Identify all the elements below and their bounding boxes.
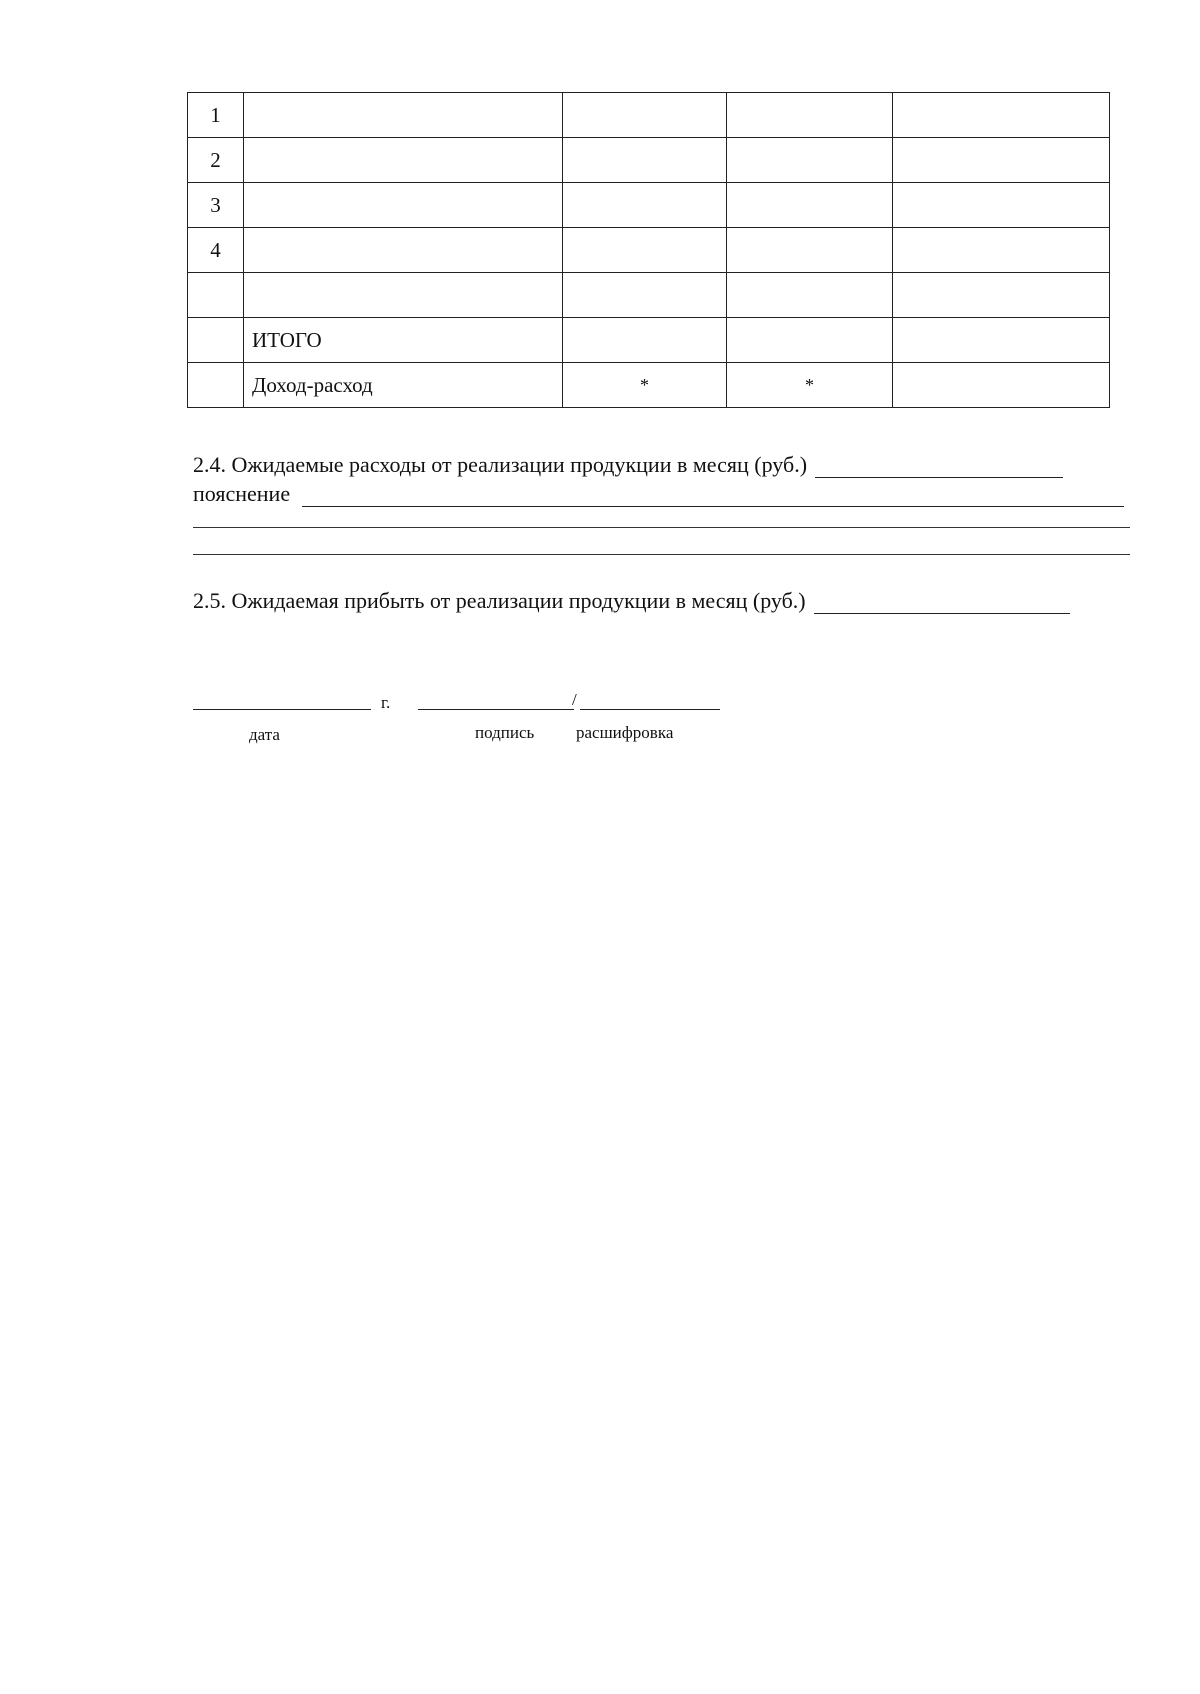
- table-body: [188, 93, 1110, 408]
- table-row: [188, 93, 1110, 138]
- total-value-cell-a[interactable]: [563, 318, 727, 363]
- row-name-cell[interactable]: [244, 228, 563, 273]
- row-value-cell-c[interactable]: [893, 228, 1110, 273]
- section-2-5-line: [193, 588, 1070, 614]
- row-value-cell-a[interactable]: [563, 228, 727, 273]
- row-number: 3: [188, 183, 244, 228]
- row-value-cell-a[interactable]: [563, 93, 727, 138]
- row-value-cell-c[interactable]: [893, 138, 1110, 183]
- signature-field[interactable]: [418, 709, 574, 710]
- row-value-cell-b[interactable]: [727, 93, 893, 138]
- row-value-cell-b[interactable]: [727, 138, 893, 183]
- row-name-cell[interactable]: [244, 183, 563, 228]
- asterisk-mark-b: *: [727, 363, 893, 408]
- table-row: [188, 228, 1110, 273]
- table-row: [188, 183, 1110, 228]
- slash-separator: /: [572, 690, 577, 709]
- row-number: [188, 273, 244, 318]
- row-number: 1: [188, 93, 244, 138]
- row-number: 4: [188, 228, 244, 273]
- decoding-field[interactable]: [580, 709, 720, 710]
- section-2-4-line: [193, 452, 1063, 478]
- row-value-cell-a[interactable]: [563, 273, 727, 318]
- signature-caption: подпись: [475, 723, 535, 742]
- row-value-cell-c[interactable]: [893, 93, 1110, 138]
- row-value-cell-c[interactable]: [893, 273, 1110, 318]
- income-expense-value-cell[interactable]: [893, 363, 1110, 408]
- income-expense-label: Доход-расход: [244, 363, 563, 408]
- explanation-label: пояснение: [193, 481, 291, 506]
- total-value-cell-c[interactable]: [893, 318, 1110, 363]
- row-value-cell-b[interactable]: [727, 228, 893, 273]
- explanation-line: [193, 481, 1124, 507]
- row-number: [188, 363, 244, 408]
- expenses-amount-field[interactable]: [815, 457, 1063, 478]
- explanation-field-line-2[interactable]: [193, 527, 1130, 528]
- row-value-cell-b[interactable]: [727, 273, 893, 318]
- total-label: ИТОГО: [244, 318, 563, 363]
- table-row: [188, 138, 1110, 183]
- date-field[interactable]: [193, 709, 371, 710]
- section-2-4-text: 2.4. Ожидаемые расходы от реализации продукции в месяц (руб.): [193, 452, 808, 477]
- explanation-field[interactable]: [302, 486, 1124, 507]
- section-2-5-text: 2.5. Ожидаемая прибыть от реализации продукции в месяц (руб.): [193, 588, 806, 613]
- row-name-cell[interactable]: [244, 138, 563, 183]
- row-name-cell[interactable]: [244, 93, 563, 138]
- income-expense-table: [187, 92, 1110, 408]
- row-value-cell-a[interactable]: [563, 138, 727, 183]
- table-row-income-expense: [188, 363, 1110, 408]
- row-value-cell-a[interactable]: [563, 183, 727, 228]
- explanation-field-line-3[interactable]: [193, 554, 1130, 555]
- year-suffix: г.: [381, 693, 391, 712]
- table-row: [188, 273, 1110, 318]
- row-value-cell-b[interactable]: [727, 183, 893, 228]
- date-caption: дата: [249, 725, 280, 744]
- row-value-cell-c[interactable]: [893, 183, 1110, 228]
- table-row-total: [188, 318, 1110, 363]
- row-name-cell[interactable]: [244, 273, 563, 318]
- profit-amount-field[interactable]: [814, 593, 1070, 614]
- row-number: 2: [188, 138, 244, 183]
- decoding-caption: расшифровка: [576, 723, 674, 742]
- row-number: [188, 318, 244, 363]
- total-value-cell-b[interactable]: [727, 318, 893, 363]
- asterisk-mark-a: *: [563, 363, 727, 408]
